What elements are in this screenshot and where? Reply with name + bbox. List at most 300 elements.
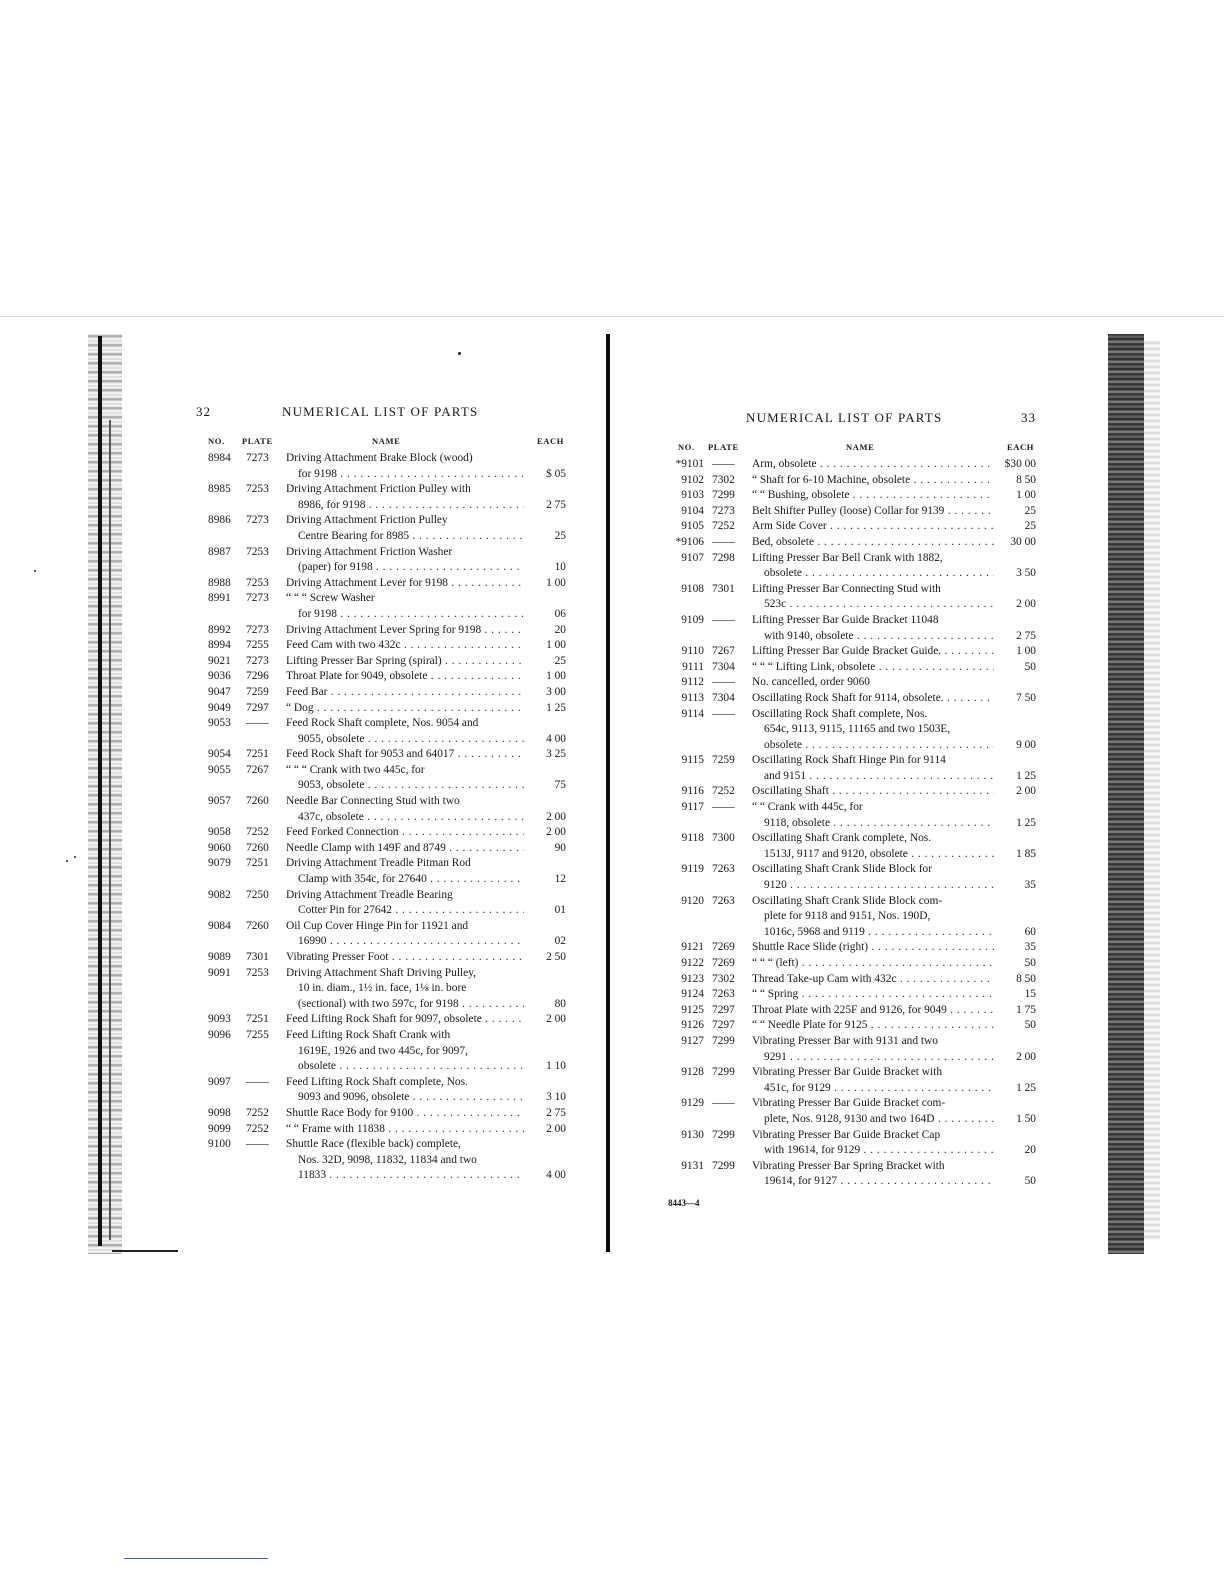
header-plate: PLATE <box>708 442 739 452</box>
plate-number: 7273 <box>246 514 269 527</box>
part-number: 9110 <box>681 645 704 658</box>
part-number: 8984 <box>208 452 231 464</box>
plate-number: 7299 <box>712 1128 735 1141</box>
part-name-line: Thread Take-up Cam with 432c . . . <box>752 972 994 988</box>
part-name-line: Driving Attachment Treadle Bearing <box>286 888 453 901</box>
header-plate: PLATE <box>242 436 273 446</box>
parts-row <box>190 1106 570 1122</box>
parts-list <box>190 451 570 1184</box>
parts-row <box>664 675 1040 691</box>
unit-price: 06 <box>554 607 566 620</box>
plate-number: 7296 <box>246 670 269 683</box>
part-number: 8986 <box>208 514 231 527</box>
plate-number: 7300 <box>712 832 735 845</box>
parts-row <box>664 691 1040 707</box>
unit-price: 9 00 <box>1016 738 1036 751</box>
part-name-line: Feed Lifting Rock Shaft complete, Nos. <box>286 1075 468 1088</box>
part-name-line: “ “ “ Screw Washer <box>286 592 375 605</box>
scan-speck <box>74 856 76 858</box>
plate-number: —— <box>712 676 735 689</box>
part-name-line: Oscillating Rock Shaft Hinge Pin for 9114 <box>752 754 946 767</box>
parts-row <box>190 545 570 576</box>
parts-row <box>664 956 1040 972</box>
part-number: 9117 <box>681 801 704 814</box>
parts-row <box>664 582 1040 613</box>
plate-number: 7263 <box>712 894 735 907</box>
unit-price: 50 <box>1024 957 1036 969</box>
bottom-left-rule <box>112 1250 178 1252</box>
part-name-continuation: obsolete . . . <box>752 566 994 582</box>
part-number: 9121 <box>681 941 704 954</box>
plate-number: 7299 <box>712 1159 735 1172</box>
part-name-line: Vibrating Presser Bar Spring Bracket with <box>752 1159 945 1172</box>
part-name-continuation: 16990 . . . <box>286 934 524 950</box>
part-number: 9058 <box>208 826 231 839</box>
plate-number: —— <box>246 717 269 730</box>
unit-price: 3 50 <box>1016 567 1036 580</box>
part-name <box>752 504 994 520</box>
parts-row <box>664 660 1040 676</box>
part-name-line: Vibrating Presser Foot . . . <box>286 950 524 966</box>
unit-price: 35 <box>1024 879 1036 892</box>
part-name <box>752 675 994 691</box>
part-number: 9114 <box>681 707 704 720</box>
parts-row <box>190 825 570 841</box>
part-name <box>752 473 994 489</box>
part-name-line: Driving Attachment Lever for 9198 . . . <box>286 576 524 592</box>
part-name-line: Bed, obsolete . . . <box>752 535 994 551</box>
unit-price: 25 <box>1024 504 1036 517</box>
part-name-line: “ “ Spring . . . <box>752 987 994 1003</box>
part-number: 9112 <box>681 676 704 689</box>
part-number: 9049 <box>208 701 231 714</box>
parts-row <box>664 644 1040 660</box>
parts-row <box>190 654 570 670</box>
parts-row <box>664 707 1040 754</box>
part-name <box>752 1034 994 1065</box>
part-name-continuation: 1513J, 9117 and 9120, obsolete . . . <box>752 847 994 863</box>
plate-number: —— <box>712 535 735 548</box>
parts-row <box>190 591 570 622</box>
unit-price: 7 50 <box>1016 691 1036 704</box>
part-name-line: Driving Attachment Lever Spring for 9198 . . . <box>286 623 524 639</box>
unit-price: 25 <box>1024 520 1036 533</box>
part-number: 9123 <box>681 972 704 985</box>
part-name <box>752 1128 994 1159</box>
part-name <box>752 1018 994 1034</box>
parts-row <box>190 701 570 717</box>
part-name <box>752 956 994 972</box>
part-name-continuation: 8986, for 9198 . . . <box>286 498 524 514</box>
part-name-continuation: plete for 9118 and 9151, Nos. 190D, <box>764 910 931 923</box>
plate-number: —— <box>712 801 735 814</box>
plate-number: 7299 <box>712 1066 735 1079</box>
part-name <box>286 1137 524 1184</box>
part-number: 9036 <box>208 670 231 683</box>
part-name <box>752 972 994 988</box>
header-name: NAME <box>846 442 875 452</box>
plate-number: 7273 <box>246 623 269 636</box>
part-name <box>752 894 994 941</box>
part-number: *9101 <box>675 458 704 470</box>
parts-row <box>190 763 570 794</box>
part-number: 8987 <box>208 545 231 558</box>
plate-number: 7252 <box>712 785 735 798</box>
part-name-continuation: (sectional) with two 597c, for 9198 . . . <box>286 997 524 1013</box>
part-name-line: “ “ Frame with 11838 . . . <box>286 1122 524 1138</box>
parts-row <box>664 1065 1040 1096</box>
part-name-line: Throat Plate for 9049, obsolete . . . <box>286 669 524 685</box>
part-name <box>752 800 994 831</box>
part-name-line: “ “ Crank with 445c, for <box>752 801 863 814</box>
part-number: *9106 <box>675 535 704 548</box>
unit-price: 20 <box>1024 1144 1036 1157</box>
part-name <box>286 701 524 717</box>
part-name-line: Driving Attachment Treadle Pitman Rod <box>286 857 471 870</box>
scan-speck <box>66 860 68 862</box>
page-title: NUMERICAL LIST OF PARTS <box>282 404 479 419</box>
left-binding-edge <box>98 336 102 1246</box>
unit-price: 8 50 <box>1016 972 1036 985</box>
part-number: 9107 <box>681 551 704 564</box>
part-number: 9047 <box>208 685 231 698</box>
parts-row <box>664 784 1040 800</box>
parts-row <box>664 1128 1040 1159</box>
part-number: 9131 <box>681 1159 704 1172</box>
part-number: 9054 <box>208 748 231 761</box>
plate-number: 7304 <box>712 660 735 673</box>
part-name-line: Needle Clamp with 149F and 8749 . . . <box>286 841 524 857</box>
parts-row <box>664 488 1040 504</box>
parts-row <box>664 613 1040 644</box>
part-name <box>286 888 524 919</box>
part-name-line: Feed Bar . . . <box>286 685 524 701</box>
plate-number: 7273 <box>712 504 735 517</box>
part-name <box>286 513 524 544</box>
part-name-line: Oscillating Shaft . . . <box>752 784 994 800</box>
unit-price: 2 50 <box>546 951 566 963</box>
unit-price: 1 50 <box>1016 1112 1036 1125</box>
unit-price: 90 <box>554 841 566 854</box>
header-each: EACH <box>537 436 564 446</box>
parts-row <box>190 685 570 701</box>
part-name-line: Feed Cam with two 432c . . . <box>286 638 524 654</box>
part-name <box>752 987 994 1003</box>
unit-price: 1 85 <box>1016 847 1036 860</box>
part-name <box>286 576 524 592</box>
part-number: 9130 <box>681 1128 704 1141</box>
unit-price: 10 <box>554 561 566 574</box>
plate-number: 7255 <box>246 639 269 652</box>
part-name <box>286 669 524 685</box>
unit-price: 4 00 <box>546 732 566 745</box>
plate-number: 7263 <box>712 988 735 1001</box>
parts-row <box>664 940 1040 956</box>
plate-number: 7253 <box>246 545 269 558</box>
unit-price: 2 00 <box>546 1013 566 1026</box>
part-number: 9082 <box>208 888 231 901</box>
unit-price: 01 <box>554 904 566 917</box>
part-name-continuation: plete, Nos. 9128, 9130 and two 164D . . . <box>752 1112 994 1128</box>
part-name-line: Driving Attachment Friction Pulley <box>286 514 448 527</box>
part-name-line: Lifting Presser Bar Connecting Stud with <box>752 582 941 595</box>
parts-row <box>190 1075 570 1106</box>
part-name <box>286 482 524 513</box>
part-name <box>752 551 994 582</box>
part-name <box>286 591 524 622</box>
unit-price: 2 00 <box>546 826 566 839</box>
part-number: 8992 <box>208 623 231 636</box>
part-name-line: “ Shaft for 6-10 Machine, obsolete . . . <box>752 473 994 489</box>
part-name-continuation: 523c . . . <box>752 597 994 613</box>
part-number: 9079 <box>208 857 231 870</box>
plate-number: 7251 <box>246 748 269 761</box>
part-name-line: “ Dog . . . <box>286 701 524 717</box>
parts-row <box>190 623 570 639</box>
part-name-line: Oscillating Rock Shaft for 9114, obsolete. . . . <box>752 691 994 707</box>
parts-row <box>190 716 570 747</box>
unit-price: 2 75 <box>546 498 566 511</box>
plate-number: —— <box>712 458 735 470</box>
part-name-line: Driving Attachment Friction Pulley with <box>286 483 471 496</box>
parts-row <box>190 1012 570 1028</box>
part-name-continuation: Centre Bearing for 8985 . . . <box>286 529 524 545</box>
parts-row <box>190 451 570 482</box>
unit-price: 25 <box>554 529 566 542</box>
left-page <box>190 404 570 1184</box>
part-name-continuation: 451c, for 9129 . . . <box>752 1081 994 1097</box>
plate-number: 7297 <box>246 701 269 714</box>
part-name <box>286 966 524 1013</box>
part-name <box>752 1065 994 1096</box>
plate-number: 7253 <box>246 576 269 589</box>
part-name <box>752 488 994 504</box>
parts-row <box>664 551 1040 582</box>
plate-number: 7263 <box>712 863 735 876</box>
plate-number: 7269 <box>712 957 735 969</box>
plate-number: 7273 <box>246 654 269 667</box>
part-name-continuation: 1016c, 5968 and 9119 . . . <box>752 925 994 941</box>
plate-number: 7298 <box>712 551 735 564</box>
part-number: 9111 <box>682 660 704 673</box>
plate-number: 7301 <box>246 951 269 963</box>
unit-price: 80 <box>554 997 566 1010</box>
parts-row <box>664 1096 1040 1127</box>
part-name-line: Feed Rock Shaft for 9053 and 64017 . . . <box>286 747 524 763</box>
part-name-line: Throat Plate with 225F and 9126, for 9049 . . . <box>752 1003 994 1019</box>
unit-price: $ 05 <box>546 467 566 480</box>
unit-price: 12 <box>554 873 566 886</box>
plate-number: 7260 <box>246 919 269 932</box>
part-number: 9124 <box>681 988 704 1001</box>
unit-price: 50 <box>1024 660 1036 673</box>
part-name-line: Lifting Presser Bar Guide Bracket Guide. . . . <box>752 644 994 660</box>
part-name-continuation: (paper) for 9198 . . . <box>286 560 524 576</box>
parts-row <box>190 919 570 950</box>
part-name-continuation: obsolete . . . <box>286 1059 524 1075</box>
part-number: 9127 <box>681 1034 704 1047</box>
part-number: 9120 <box>681 894 704 907</box>
parts-row <box>664 1034 1040 1065</box>
plate-number: —— <box>246 1075 269 1088</box>
part-name <box>286 763 524 794</box>
parts-row <box>190 856 570 887</box>
unit-price: 8 50 <box>1016 473 1036 486</box>
parts-row <box>664 800 1040 831</box>
part-name-continuation: Cotter Pin for 27642 . . . <box>286 903 524 919</box>
plate-number: 7253 <box>246 483 269 496</box>
parts-row <box>190 747 570 763</box>
part-number: 9055 <box>208 763 231 776</box>
unit-price: 15 <box>1024 988 1036 1001</box>
right-binding-edge <box>1144 340 1160 1240</box>
part-name <box>286 919 524 950</box>
unit-price: 02 <box>554 935 566 948</box>
part-name-line: “ “ “ Lifting Link, obsolete . . . <box>752 660 994 676</box>
part-name <box>286 716 524 747</box>
part-name <box>286 825 524 841</box>
plate-number: 7297 <box>712 1003 735 1016</box>
right-page <box>664 410 1040 1190</box>
plate-number: 7302 <box>712 473 735 486</box>
part-name-line: Feed Lifting Rock Shaft for 9097, obsolete . . . <box>286 1012 524 1028</box>
part-name-line: “ “ Bushing, obsolete . . . <box>752 488 994 504</box>
part-number: 9093 <box>208 1013 231 1026</box>
parts-row <box>190 841 570 857</box>
part-name <box>752 535 994 551</box>
part-name-line: Feed Rock Shaft complete, Nos. 9054 and <box>286 717 479 730</box>
plate-number: 7267 <box>712 645 735 658</box>
plate-number: 7252 <box>246 1122 269 1135</box>
parts-row <box>664 473 1040 489</box>
part-name-continuation: 437c, obsolete . . . <box>286 810 524 826</box>
part-name <box>752 862 994 893</box>
part-name <box>752 644 994 660</box>
parts-row <box>664 1003 1040 1019</box>
part-name-line: Driving Attachment Shaft Driving Pulley, <box>286 966 477 979</box>
part-name <box>286 685 524 701</box>
part-number: 9105 <box>681 520 704 533</box>
part-name-line: Feed Forked Connection . . . <box>286 825 524 841</box>
part-name-continuation: Nos. 32D, 9098, 11832, 11834 and two <box>298 1153 477 1166</box>
parts-row <box>664 504 1040 520</box>
unit-price: 3 10 <box>546 1091 566 1104</box>
plate-number: 7251 <box>246 1013 269 1026</box>
part-number: 9104 <box>681 504 704 517</box>
part-number: 9021 <box>208 654 231 667</box>
page-number: 32 <box>196 404 211 419</box>
part-number: 9119 <box>681 863 704 876</box>
header-each: EACH <box>1007 442 1034 452</box>
parts-row <box>664 862 1040 893</box>
parts-row <box>190 794 570 825</box>
part-name <box>752 1159 994 1190</box>
part-name-line: Belt Shifter Pulley (loose) Collar for 9139 . . . <box>752 504 994 520</box>
unit-price: $30 00 <box>1004 458 1036 470</box>
parts-list <box>664 457 1040 1190</box>
part-name <box>286 623 524 639</box>
parts-row <box>664 831 1040 862</box>
plate-number: 7299 <box>712 1034 735 1047</box>
part-number: 9103 <box>681 489 704 502</box>
unit-price: 1 25 <box>1016 769 1036 782</box>
part-number: 9097 <box>208 1075 231 1088</box>
unit-price: 50 <box>1024 1019 1036 1032</box>
part-name-line: Shuttle Race Body for 9100 . . . <box>286 1106 524 1122</box>
part-name <box>752 831 994 862</box>
plate-number: 7269 <box>712 941 735 954</box>
part-name <box>752 784 994 800</box>
unit-price: 2 00 <box>546 1122 566 1135</box>
left-binding-shadow <box>88 334 122 1254</box>
parts-row <box>664 753 1040 784</box>
part-name-line: Oscillating Shaft Crank Slide Block com- <box>752 894 943 907</box>
part-number: 9091 <box>208 966 231 979</box>
plate-number: 7252 <box>712 520 735 533</box>
unit-price: 2 00 <box>1016 1050 1036 1063</box>
plate-number: 7301 <box>712 582 735 595</box>
page-number: 33 <box>1021 410 1036 425</box>
plate-number: —— <box>712 1097 735 1110</box>
part-number: 9057 <box>208 795 231 808</box>
unit-price: 1 00 <box>1016 489 1036 502</box>
part-number: 9115 <box>681 754 704 767</box>
unit-price: 2 00 <box>1016 785 1036 798</box>
plate-number: 7299 <box>712 489 735 502</box>
unit-price: 2 75 <box>546 1106 566 1119</box>
part-name <box>752 660 994 676</box>
unit-price: 2 00 <box>1016 598 1036 611</box>
part-name-line: Feed Lifting Rock Shaft Crank with <box>286 1028 451 1041</box>
part-name <box>286 1012 524 1028</box>
parts-row <box>190 966 570 1013</box>
scan-top-edge <box>0 316 1224 317</box>
unit-price: 25 <box>554 654 566 667</box>
part-number: 9096 <box>208 1028 231 1041</box>
header-no: NO. <box>678 442 695 452</box>
part-name-continuation: 9120 . . . <box>752 878 994 894</box>
plate-number: 7297 <box>712 1019 735 1032</box>
part-number: 8994 <box>208 639 231 652</box>
part-name <box>752 457 994 473</box>
part-name <box>286 950 524 966</box>
parts-row <box>664 1159 1040 1190</box>
part-name-line: Arm Side Cover . . . <box>752 519 994 535</box>
part-name <box>286 1075 524 1106</box>
part-name-line: “ “ “ Crank with two 445c, for <box>286 763 425 776</box>
center-gutter <box>606 334 610 1252</box>
part-name-continuation: for 9198 . . . <box>286 607 524 623</box>
unit-price: 35 <box>1024 941 1036 954</box>
unit-price: 20 <box>554 623 566 636</box>
parts-row <box>664 535 1040 551</box>
part-name-line: Oscillating Shaft Crank Slide Block for <box>752 863 933 876</box>
unit-price: 3 00 <box>546 685 566 698</box>
parts-row <box>664 894 1040 941</box>
part-name <box>752 519 994 535</box>
part-name-continuation: 9291 . . . <box>752 1050 994 1066</box>
left-binding-edge-inner <box>109 420 111 1240</box>
parts-row <box>190 1137 570 1184</box>
part-number: 9116 <box>681 785 704 798</box>
unit-price: 1 00 <box>546 639 566 652</box>
part-number: 9084 <box>208 919 231 932</box>
header-name: NAME <box>372 436 401 446</box>
part-number: 9089 <box>208 951 231 963</box>
part-number: 9122 <box>681 957 704 969</box>
part-name-continuation: obsolete . . . <box>752 738 994 754</box>
unit-price: 2 00 <box>546 810 566 823</box>
